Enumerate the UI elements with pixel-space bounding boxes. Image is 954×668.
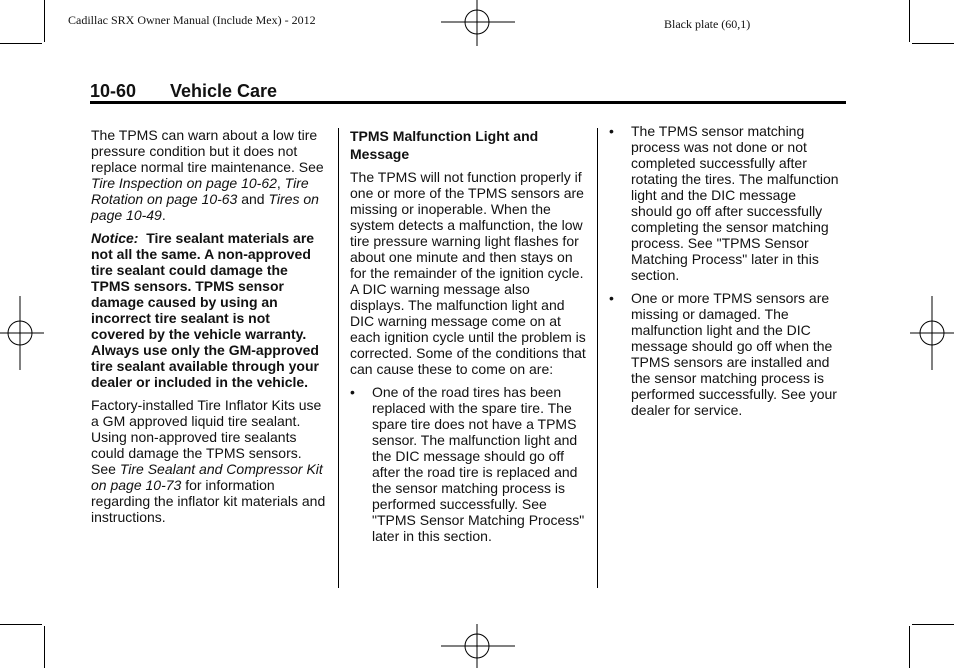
cross-reference-link[interactable]: Tire Inspection on page 10-62 <box>91 175 277 191</box>
cross-reference-link[interactable]: Tire Sealant and Compressor Kit on page 10-73 <box>91 461 323 493</box>
paragraph: The TPMS will not function properly if one or more of the TPMS sensors are missing or inoperable. When the system detects a malfunction, the low tire pressure warning light flashes for about one minute and then stays on for the remainder of the ignition cycle. A DIC warning message also displays. The malfunction light and DIC warning message come on at each ignition cycle until the problem is corrected. Some of the conditions that can cause these to come on are: <box>350 169 586 377</box>
plate-label: Black plate (60,1) <box>664 17 751 31</box>
cross-reference-link[interactable]: Tires on page 10-49 <box>91 191 319 223</box>
document-title: Cadillac SRX Owner Manual (Include Mex) - 2012 <box>68 13 316 27</box>
paragraph <box>91 397 327 525</box>
subsection-heading: TPMS Malfunction Light and Message <box>350 128 539 162</box>
crop-mark-top-left-h <box>0 43 42 44</box>
crop-mark-top-right-h <box>912 43 954 44</box>
column-2 <box>350 127 588 551</box>
section-title: Vehicle Care <box>170 81 278 101</box>
list-item-text: One of the road tires has been replaced with the spare tire. The spare tire does not have a TPMS sensor. The malfunction light and the DIC message should go off after the road tire is replaced and the sensor matching process is performed successfully. See "TPMS Sensor Matching Process" later in this section. <box>372 384 585 544</box>
crop-mark-bottom-left-h <box>0 624 42 625</box>
crop-mark-bottom-right-v <box>909 626 910 668</box>
list-item <box>609 290 841 418</box>
text: and <box>237 191 269 207</box>
bullet-icon: • <box>609 290 614 306</box>
column-divider <box>597 128 598 588</box>
column-divider <box>338 128 339 588</box>
page-number: 10-60 <box>90 81 137 101</box>
registration-target-left-icon <box>0 296 44 370</box>
registration-target-right-icon <box>910 296 954 370</box>
registration-target-bottom-icon <box>441 624 515 668</box>
text: The TPMS can warn about a low tire pressure condition but it does not replace normal tire maintenance. See <box>91 127 324 175</box>
list-item <box>609 123 841 283</box>
bullet-icon: • <box>350 384 355 400</box>
cross-reference-link[interactable]: Tire Rotation on page 10-63 <box>91 175 309 207</box>
crop-mark-top-left-v <box>44 0 45 42</box>
text: , <box>276 175 285 191</box>
text: . <box>161 207 166 223</box>
notice-text: Tire sealant materials are not all the same. A non-approved tire sealant could damage the TPMS sensors. TPMS sensor damage caused by using an incorrect tire sealant is not covered by the vehicle warranty. Always use only the GM-approved tire sealant available through your dealer or included in the vehicle. <box>91 230 319 390</box>
column-1 <box>91 127 327 532</box>
paragraph <box>91 127 327 223</box>
section-rule <box>90 101 846 104</box>
text: Factory-installed Tire Inflator Kits use a GM approved liquid tire sealant. Using non-approved tire sealants could damage the TPMS sensors. See <box>91 397 322 477</box>
notice-paragraph <box>91 230 327 390</box>
column-3 <box>609 123 841 425</box>
crop-mark-top-right-v <box>909 0 910 42</box>
list-item <box>350 384 588 544</box>
crop-mark-bottom-right-h <box>912 624 954 625</box>
text: for information regarding the inflator kit materials and instructions. <box>91 477 326 525</box>
notice-label: Notice: <box>91 230 139 246</box>
list-item-text: The TPMS sensor matching process was not done or not completed successfully after rotating the tires. The malfunction light and the DIC message should go off after successfully completing the sensor matching process. See "TPMS Sensor Matching Process" later in this section. <box>631 123 839 283</box>
bullet-icon: • <box>609 123 614 139</box>
crop-mark-bottom-left-v <box>44 626 45 668</box>
list-item-text: One or more TPMS sensors are missing or damaged. The malfunction light and the DIC message should go off when the TPMS sensors are installed and the sensor matching process is performed successfully. See your dealer for service. <box>631 290 837 418</box>
registration-target-top-icon <box>441 0 515 46</box>
